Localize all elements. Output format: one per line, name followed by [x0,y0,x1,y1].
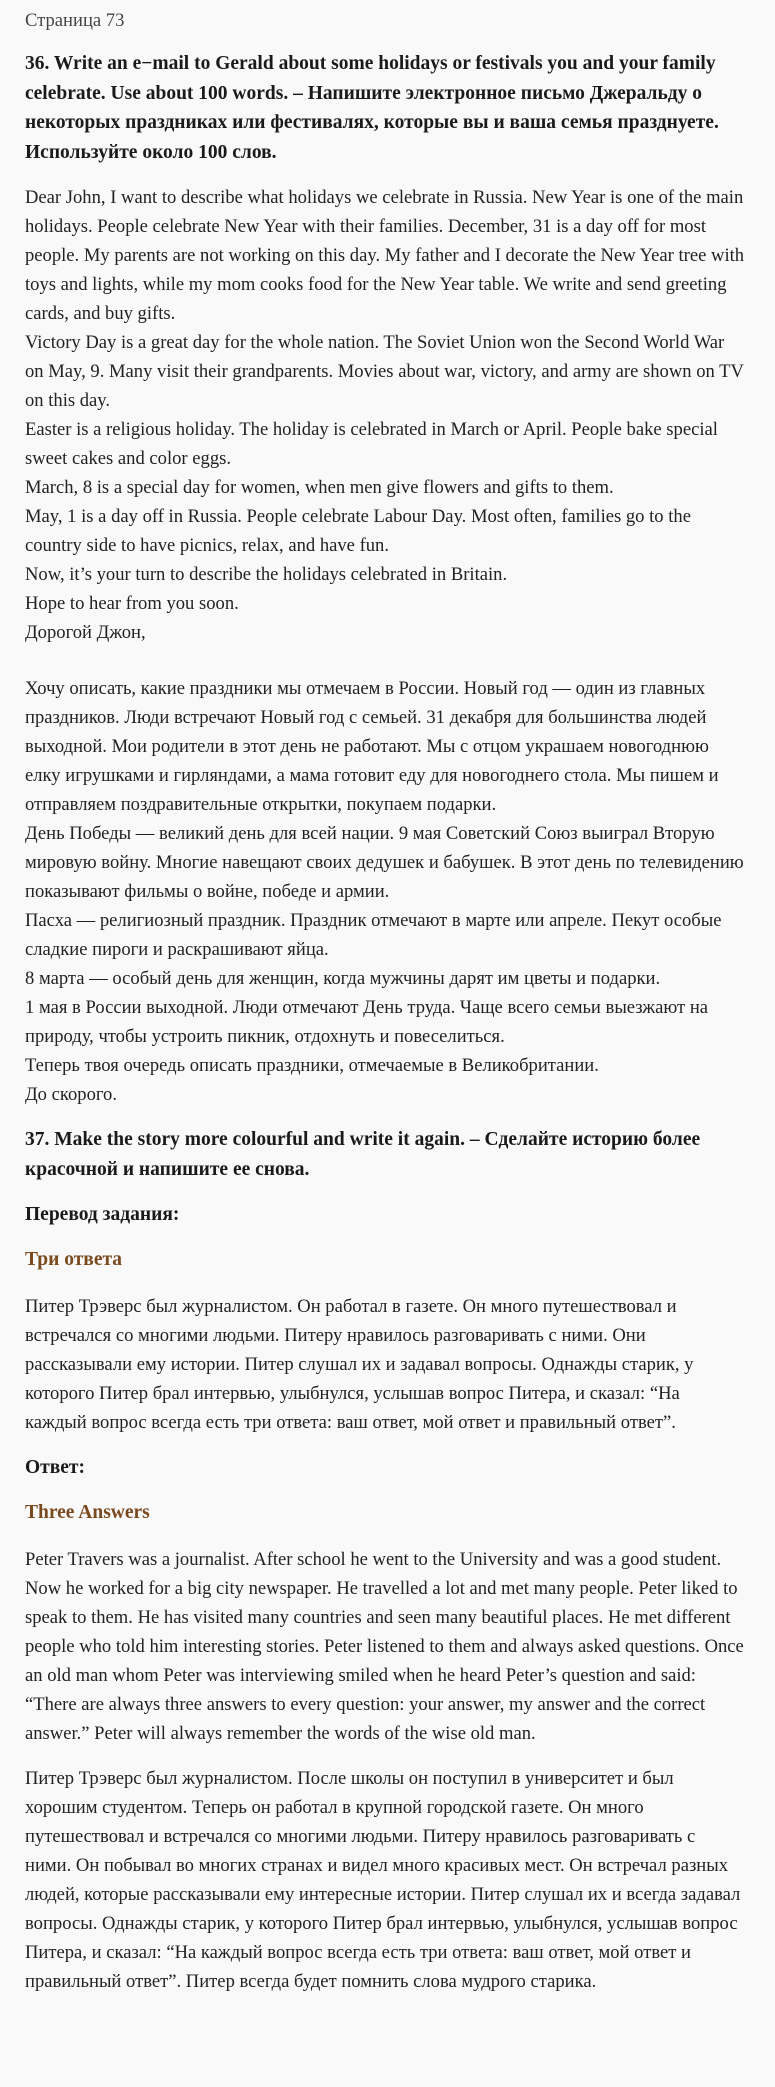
letter-line: Now, it’s your turn to describe the holidays celebrated in Britain. [25,564,508,585]
task-37-heading: 37. Make the story more colourful and write it again. – Сделайте историю более красочной и напишите ее снова. [25,1129,701,1180]
letter-line: May, 1 is a day off in Russia. People celebrate Labour Day. Most often, families go to the country side to have picnics, relax, and have fun. [25,506,691,556]
answer-label: Ответ: [25,1457,86,1478]
letter-line: До скорого. [25,1084,117,1105]
letter-line: Пасха — религиозный праздник. Праздник отмечают в марте или апреле. Пекут особые сладкие пироги и раскрашивают яйца. [25,910,722,960]
letter-line: Victory Day is a great day for the whole nation. The Soviet Union won the Second World War on May, 9. Many visit their grandparents. Movies about war, victory, and army are shown on TV on this day. [25,332,744,411]
answer-story-russian: Питер Трэверс был журналистом. После школы он поступил в университет и был хорошим студентом. Теперь он работал в крупной городской газете. Он много путешествовал и встречался со многими людьми. Питеру нравилось разговаривать с ними. Он побывал во многих странах и видел много красивых мест. Он встречал разных людей, которые рассказывали ему интересные истории. Питер слушал их и всегда задавал вопросы. Однажды старик, у которого Питер брал интервью, улыбнулся, услышав вопрос Питера, и сказал: “На каждый вопрос всегда есть три ответа: ваш ответ, мой ответ и правильный ответ”. Питер всегда будет помнить слова мудрого старика. [25,1768,741,1992]
translation-story-text: Питер Трэверс был журналистом. Он работал в газете. Он много путешествовал и встречался со многими людьми. Питеру нравилось разговаривать с ними. Они рассказывали ему истории. Питер слушал их и задавал вопросы. Однажды старик, у которого Питер брал интервью, улыбнулся, услышав вопрос Питера, и сказал: “На каждый вопрос всегда есть три ответа: ваш ответ, мой ответ и правильный ответ”. [25,1296,694,1433]
answer-story-title: Three Answers [25,1502,150,1523]
task-36-russian-letter [25,674,745,1109]
letter-line: Дорогой Джон, [25,622,146,643]
letter-line: Hope to hear from you soon. [25,593,239,614]
translation-story-title: Три ответа [25,1249,123,1270]
task-36-heading: 36. Write an e−mail to Gerald about some holidays or festivals you and your family celebrate. Use about 100 words. – Напишите электронное письмо Джеральду о некоторых праздниках или фестивалях, которые вы и ваша семья празднуете. Используйте около 100 слов. [25,53,719,163]
answer-story-english: Peter Travers was a journalist. After school he went to the University and was a good student. Now he worked for a big city newspaper. He travelled a lot and met many people. Peter liked to speak to them. He has visited many countries and seen many beautiful places. He met different people who told him interesting stories. Peter listened to them and always asked questions. Once an old man whom Peter was interviewing smiled when he heard Peter’s question and said: “There are always three answers to every question: your answer, my answer and the correct answer.” Peter will always remember the words of the wise old man. [25,1549,744,1744]
letter-line: 1 мая в России выходной. Люди отмечают День труда. Чаще всего семьи выезжают на природу, чтобы устроить пикник, отдохнуть и повеселиться. [25,997,709,1047]
letter-line: День Победы — великий день для всей нации. 9 мая Советский Союз выиграл Вторую мировую войну. Многие навещают своих дедушек и бабушек. В этот день по телевидению показывают фильмы о войне, победе и армии. [25,823,744,902]
task-36-english-letter [25,183,745,647]
letter-line: Dear John, I want to describe what holidays we celebrate in Russia. New Year is one of the main holidays. People celebrate New Year with their families. December, 31 is a day off for most people. My parents are not working on this day. My father and I decorate the New Year tree with toys and lights, while my mom cooks food for the New Year table. We write and send greeting cards, and buy gifts. [25,187,745,324]
letter-line: March, 8 is a special day for women, when men give flowers and gifts to them. [25,477,614,498]
letter-line: Easter is a religious holiday. The holiday is celebrated in March or April. People bake special sweet cakes and color eggs. [25,419,718,469]
letter-line: 8 марта — особый день для женщин, когда мужчины дарят им цветы и подарки. [25,968,661,989]
letter-line: Хочу описать, какие праздники мы отмечаем в России. Новый год — один из главных праздников. Люди встречают Новый год с семьей. 31 декабря для большинства людей выходной. Мои родители в этот день не работают. Мы с отцом украшаем новогоднюю елку игрушками и гирляндами, а мама готовит еду для новогоднего стола. Мы пишем и отправляем поздравительные открытки, покупаем подарки. [25,678,719,815]
page-label: Страница 73 [25,10,125,31]
letter-line: Теперь твоя очередь описать праздники, отмечаемые в Великобритании. [25,1055,599,1076]
translation-label: Перевод задания: [25,1204,180,1225]
